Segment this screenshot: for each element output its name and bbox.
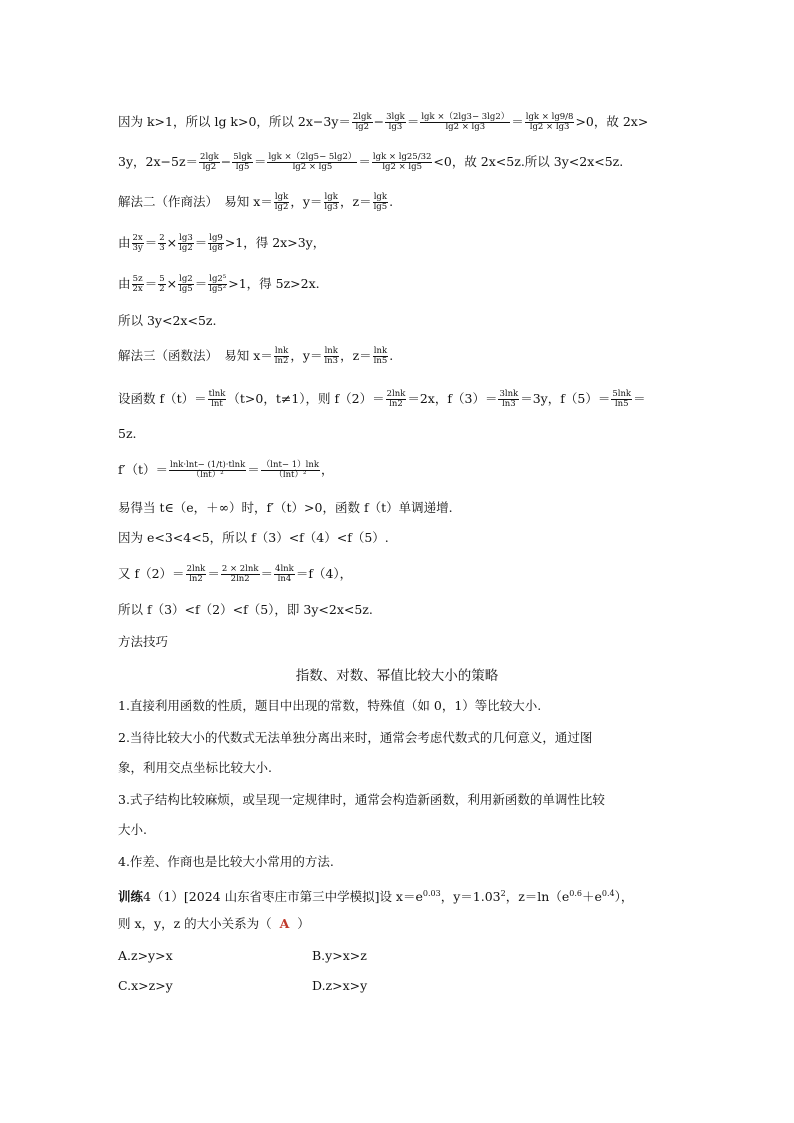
section-title: 指数、对数、幂值比较大小的策略 <box>295 668 499 684</box>
option-a: A.z>y>x <box>118 948 173 963</box>
option-c: C.x>z>y <box>118 978 173 993</box>
text: 因为 k>1，所以 lg k>0，所以 2x−3y＝ <box>118 114 351 129</box>
fraction: $\frac{3\lg k}{\lg 3}$ <box>386 112 405 132</box>
exercise-label: 训练 <box>118 889 144 905</box>
option-b: B.y>x>z <box>312 948 367 963</box>
tip-item: 4.作差、作商也是比较大小常用的方法. <box>118 854 334 869</box>
fraction: $\frac{\lg k \times \lg 25/32}{\lg 2 \times \lg 5}$ <box>372 152 432 172</box>
tip-item: 1.直接利用函数的性质，题目中出现的常数，特殊值（如 0，1）等比较大小. <box>118 698 542 713</box>
answer: A <box>279 916 290 931</box>
fraction: $\frac{2\lg k}{\lg 2}$ <box>352 112 372 132</box>
tip-item: 象，利用交点坐标比较大小. <box>118 760 272 775</box>
function-def-cont: 5z. <box>118 426 137 441</box>
text: <0，故 2x<5z.所以 3y<2x<5z. <box>433 154 624 169</box>
text: 3y，2x−5z＝ <box>118 154 199 169</box>
ratio-conclusion: 所以 3y<2x<5z. <box>118 313 217 328</box>
fraction: $\frac{2\lg k}{\lg 2}$ <box>200 152 219 172</box>
method-3-header: 解法三（函数法） 易知 x＝ $\frac{\ln k}{\ln 2}$ ，y＝ $\frac{\ln k}{\ln 3}$ ，z＝ $\frac{\ln k}{\ln 5}$ . <box>118 346 394 366</box>
tip-item: 3.式子结构比较麻烦，或呈现一定规律时，通常会构造新函数，利用新函数的单调性比较 <box>118 792 605 807</box>
function-def-line: 设函数 f（t）＝ $\frac{tlnk}{\ln t}$ （t>0，t≠1），则 f（2）＝ $\frac{2\ln k}{\ln 2}$ ＝2x，f（3）＝ $\frac{3\ln k}{\ln 3}$ ＝3y，f（5）＝ $\frac{5\ln k}{\ln 5}$ ＝ <box>118 389 646 409</box>
tips-label: 方法技巧 <box>118 634 169 649</box>
exercise-line-2: 则 x，y，z 的大小关系为（ A ） <box>118 916 310 931</box>
text: >0，故 2x> <box>575 114 649 129</box>
tip-item: 大小. <box>118 822 147 837</box>
conclusion-line: 所以 f（3）<f（2）<f（5），即 3y<2x<5z. <box>118 602 373 617</box>
fraction: $\frac{5\lg k}{\lg 5}$ <box>233 152 252 172</box>
fraction: $\frac{\lg k \times(2\lg 3- 3\lg 2)}{\lg 2 \times \lg 3}$ <box>421 112 510 132</box>
option-d: D.z>x>y <box>312 978 368 993</box>
also-line: 又 f（2）＝ $\frac{2\ln k}{\ln 2}$ ＝ $\frac{2 \times 2\ln k}{2\ln 2}$ ＝ $\frac{4\ln k}{\ln 4}$ ＝f（4）， <box>118 564 353 584</box>
method-2-header: 解法二（作商法） 易知 x＝ $\frac{\lg k}{\lg 2}$ ，y＝ $\frac{\lg k}{\lg 3}$ ，z＝ $\frac{\lg k}{\lg 5}$ . <box>118 192 394 212</box>
tip-item: 2.当待比较大小的代数式无法单独分离出来时，通常会考虑代数式的几何意义，通过图 <box>118 730 593 745</box>
fraction: $\frac{\lg k \times \lg 9/8}{\lg 2 \times \lg 3}$ <box>525 112 574 132</box>
exercise-line-1: 训练4（1）[2024 山东省枣庄市第三中学模拟]设 $x=e^{0.03}$，$y=1.03^2$，$z=\ln(e^{0.6}+e^{0.4})$， <box>118 889 634 905</box>
solution-line-2: 3y，2x−5z＝ $\frac{2\lg k}{\lg 2}$ − $\frac{5\lg k}{\lg 5}$ ＝ $\frac{\lg k \times(2\lg 5- 5\lg 2)}{\lg 2 \times \lg 5}$ ＝ $\frac{\lg k \times \lg 25/32}{\lg 2 \times \lg 5}$ <0，故 2x<5z.所以 3y<2x<5z. <box>118 152 624 172</box>
ratio-line-2: 由 $\frac{5z}{2x}$ ＝ $\frac{5}{2}$ × $\frac{\lg 2}{\lg 5}$ ＝ $\frac{\text{lg2⁵}}{\text{lg5²}}$ >1，得 5z>2x. <box>118 274 320 294</box>
inequality-line: 因为 e<3<4<5，所以 f（3）<f（4）<f（5）. <box>118 530 389 545</box>
derivative-line: f′（t）＝ $\frac{\ln k\cdot\ln t- (1/t)\cdot tlnk}{\text{（lnt）²}}$ ＝ $\frac{(\ln t- 1)\ln k}{\text{（lnt）²}}$ ， <box>118 460 334 480</box>
monotonic-line: 易得当 t∈（e，＋∞）时，f′（t）>0，函数 f（t）单调递增. <box>118 500 453 515</box>
solution-line-1: 因为 k>1，所以 lg k>0，所以 2x−3y＝ $\frac{2\lg k}{\lg 2}$ − $\frac{3\lg k}{\lg 3}$ ＝ $\frac{\lg k \times(2\lg 3- 3\lg 2)}{\lg 2 \times \lg 3}$ ＝ $\frac{\lg k \times \lg 9/8}{\lg 2 \times \lg 3}$ >0，故 2x> <box>118 112 649 132</box>
ratio-line-1: 由 $\frac{2x}{3y}$ ＝ $\frac{2}{3}$ × $\frac{\lg 3}{\lg 2}$ ＝ $\frac{\lg 9}{\lg 8}$ >1，得 2x>3y， <box>118 233 326 253</box>
fraction: $\frac{\lg k \times(2\lg 5- 5\lg 2)}{\lg 2 \times \lg 5}$ <box>268 152 357 172</box>
